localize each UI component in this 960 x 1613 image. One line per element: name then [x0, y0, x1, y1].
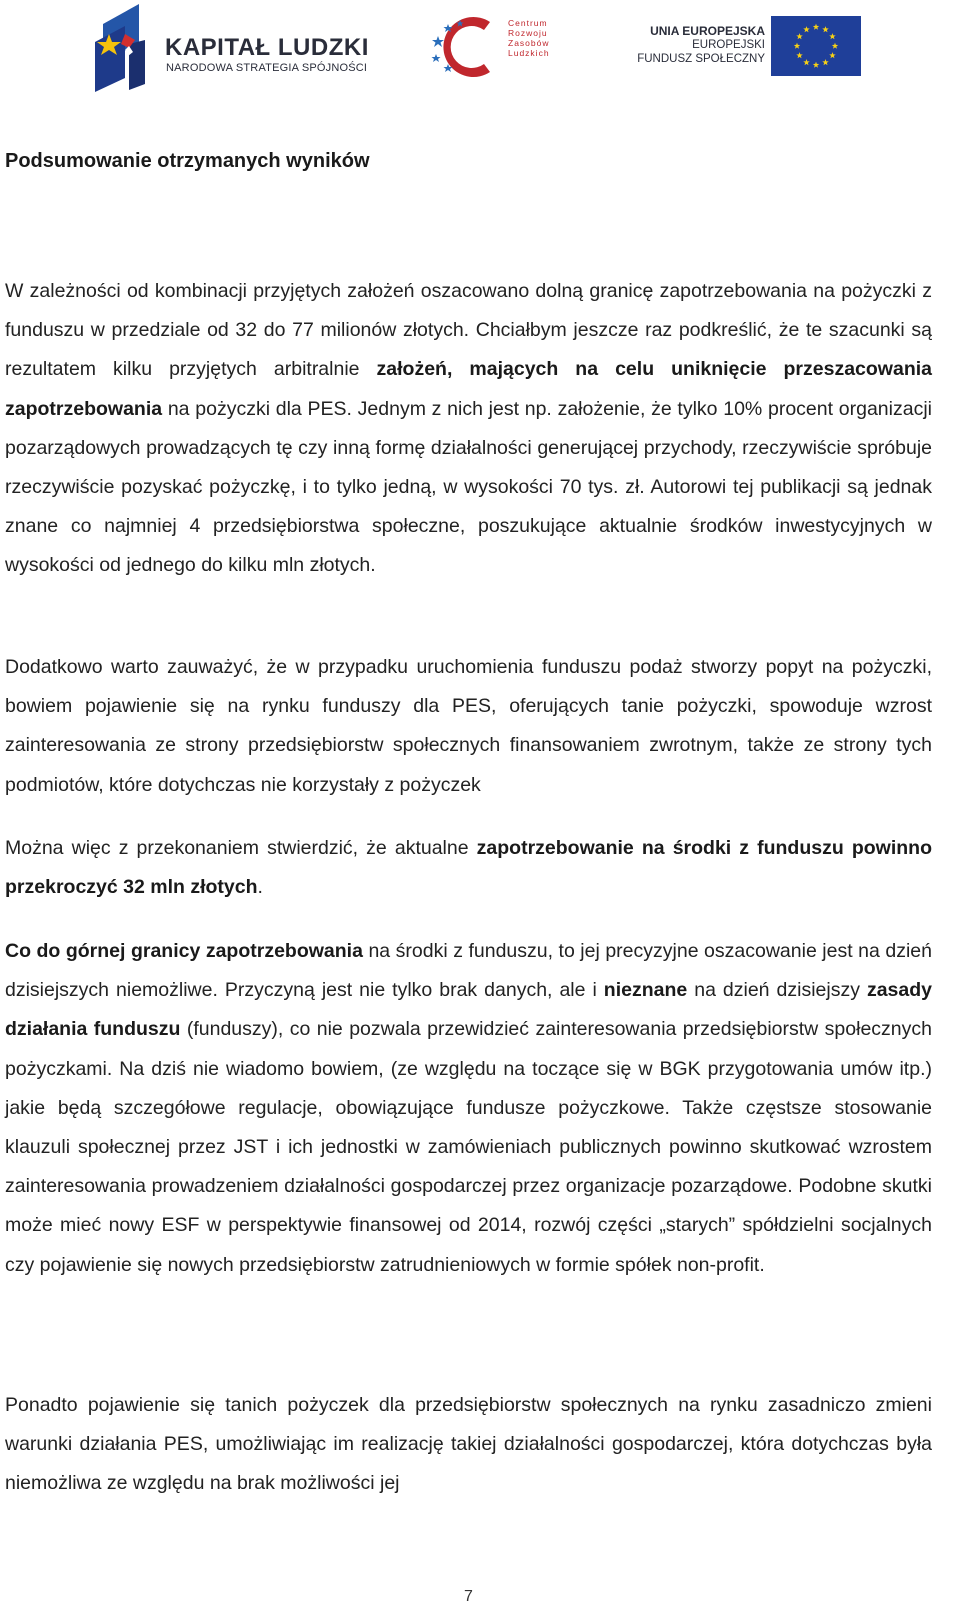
kapital-ludzki-title: KAPITAŁ LUDZKI: [165, 34, 369, 61]
crzl-logo: [428, 14, 558, 80]
eu-fund-label-2: FUNDUSZ SPOŁECZNY: [637, 53, 765, 65]
eu-logo: [637, 16, 865, 78]
bold-text-run: Co do górnej granicy zapotrzebowania: [5, 940, 363, 962]
paragraph-1: [5, 272, 932, 586]
text-run: na pożyczki dla PES. Jednym z nich jest np. założenie, że tylko 10% procent organizacji pozarządowych prowadzących tę czy inną formę działalności generującej przychody, rzeczywiście spróbuje rzeczywiście pozyskać pożyczkę, i to tylko jedną, w wysokości 70 tys. zł. Autorowi tej publikacji są jednak znane co najmniej 4 przedsiębiorstwa społeczne, poszukujące aktualnie środków inwestycyjnych w wysokości od jednego do kilku mln złotych.: [5, 397, 932, 577]
text-run: na środki z funduszu, to jej precyzyjne oszacowanie jest na dzień dzisiejszych niemożliwe. Przyczyną jest nie tylko brak danych, ale i: [5, 940, 932, 1002]
text-run: (funduszy), co nie pozwala przewidzieć zainteresowania przedsiębiorstw społecznych pożyczkami. Na dziś nie wiadomo bowiem, (ze względu na toczące się w BGK przygotowania umów itp.) jakie będą szczegółowe regulacje, obowiązujące fundusze pożyczkowe. Także częstsze stosowanie klauzuli społecznej przez JST i ich jednostki w zamówieniach publicznych powinno skutkować wzrostem zainteresowania prowadzeniem działalności gospodarczej przez organizacje pozarządowe. Podobne skutki może mieć nowy ESF w perspektywie finansowej od 2014, rozwój części „starych” spółdzielni socjalnych czy pojawienie się nowych przedsiębiorstw zatrudnieniowych w formie spółek non-profit.: [5, 1018, 932, 1276]
crzl-name: [508, 18, 550, 58]
crzl-emblem-icon: [428, 14, 508, 80]
text-run: na dzień dzisiejszy: [687, 979, 867, 1002]
paragraph-4: [5, 932, 932, 1285]
eu-flag-icon: [771, 16, 861, 76]
paragraph-5: [5, 1386, 932, 1504]
eu-union-label: UNIA EUROPEJSKA: [650, 24, 765, 38]
bold-text-run: zapotrzebowanie na środki z funduszu powinno przekroczyć 32 mln złotych: [5, 837, 932, 899]
text-run: W zależności od kombinacji przyjętych założeń oszacowano dolną granicę zapotrzebowania na pożyczki z funduszu w przedziale od 32 do 77 milionów złotych. Chciałbym jeszcze raz podkreślić, że te szacunki są rezultatem kilku przyjętych arbitralnie: [5, 280, 932, 381]
text-run: Można więc z przekonaniem stwierdzić, że aktualne: [5, 837, 477, 859]
bold-text-run: nieznane: [603, 979, 688, 1002]
eu-text: [637, 24, 765, 66]
crzl-line: Ludzkich: [508, 48, 550, 58]
page-header: [0, 0, 960, 100]
text-run: .: [257, 876, 263, 899]
kapital-ludzki-emblem-icon: [95, 4, 165, 92]
text-run: Dodatkowo warto zauważyć, że w przypadku uruchomienia funduszu podaż stworzy popyt na pożyczki, bowiem pojawienie się na rynku funduszy dla PES, oferujących tanie pożyczki, spowoduje wzrost zainteresowania ze strony przedsiębiorstw społecznych finansowaniem zwrotnym, także ze strony tych podmiotów, które dotychczas nie korzystały z pożyczek: [5, 656, 932, 796]
paragraph-2: [5, 648, 932, 805]
text-run: Ponadto pojawienie się tanich pożyczek dla przedsiębiorstw społecznych na rynku zasadniczo zmieni warunki działania PES, umożliwiając im realizację takiej działalności gospodarczej, która dotychczas była niemożliwa ze względu na brak możliwości jej: [5, 1394, 932, 1495]
eu-fund-label: EUROPEJSKI: [692, 39, 765, 51]
bold-text-run: zasady działania funduszu: [5, 979, 932, 1041]
crzl-line: Rozwoju: [508, 28, 548, 38]
crzl-line: Zasobów: [508, 38, 550, 48]
kapital-ludzki-logo: [95, 4, 369, 92]
crzl-line: Centrum: [508, 18, 548, 28]
page-heading: Podsumowanie otrzymanych wyników: [5, 150, 370, 172]
page-number: 7: [464, 1588, 473, 1605]
paragraph-3: [5, 829, 932, 907]
bold-text-run: założeń, mających na celu uniknięcie przeszacowania zapotrzebowania: [5, 358, 932, 420]
kapital-ludzki-subtitle: NARODOWA STRATEGIA SPÓJNOŚCI: [166, 62, 368, 74]
